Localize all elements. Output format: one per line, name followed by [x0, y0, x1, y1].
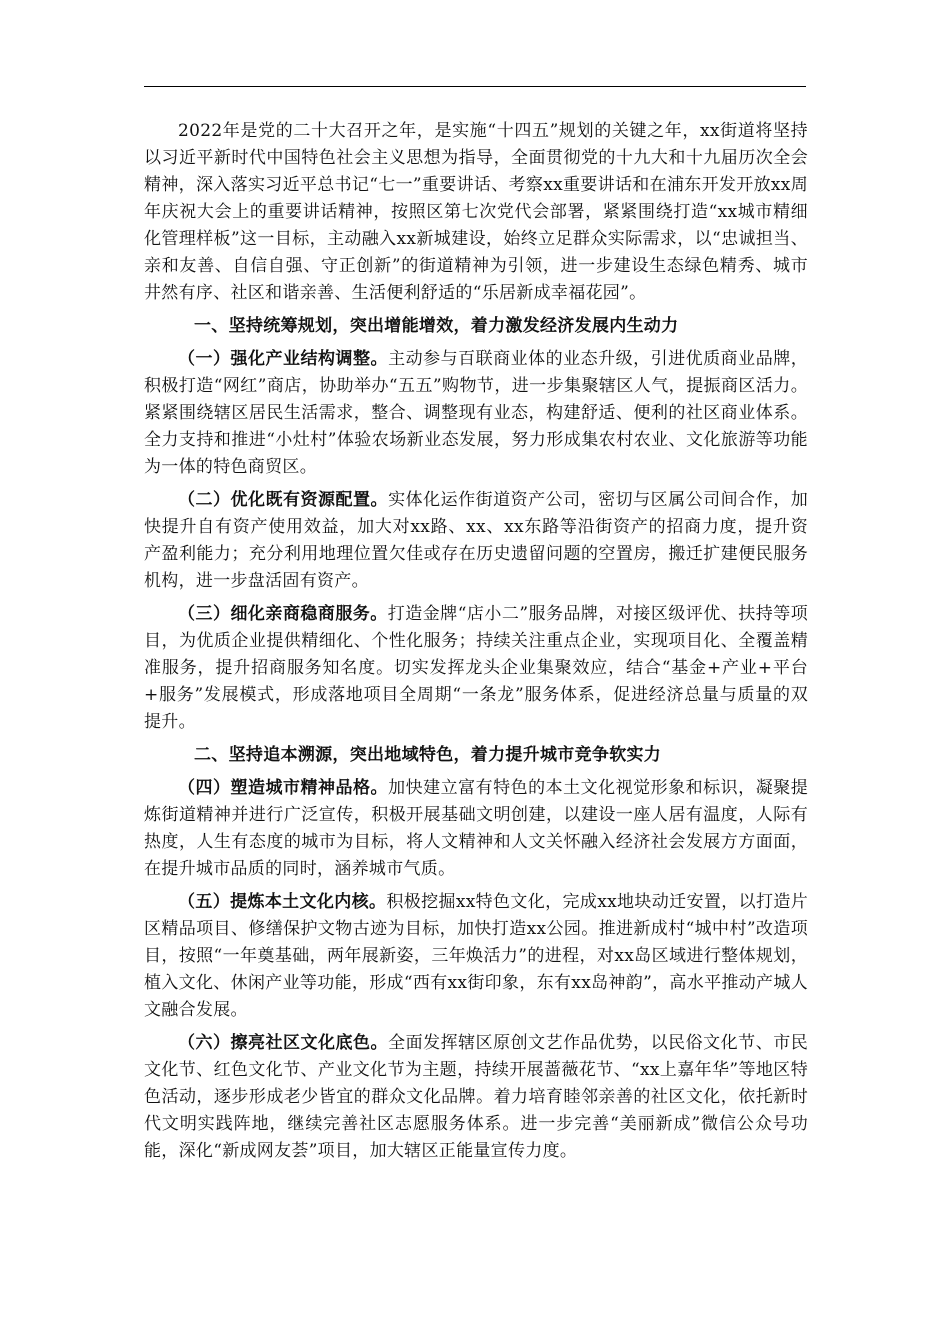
item-lead-4: （四）塑造城市精神品格。	[178, 778, 389, 798]
section-heading-1: 一、坚持统筹规划，突出增能增效，着力激发经济发展内生动力	[194, 316, 679, 336]
item-paragraph-2	[144, 487, 808, 595]
intro-paragraph: 2022年是党的二十大召开之年，是实施“十四五”规划的关键之年，xx街道将坚持以习近平新时代中国特色社会主义思想为指导，全面贯彻党的十九大和十九届历次全会精神，深入落实习近平总书记“七一”重要讲话、考察xx重要讲话和在浦东开发开放xx周年庆祝大会上的重要讲话精神，按照区第七次党代会部署，紧紧围绕打造“xx城市精细化管理样板”这一目标，主动融入xx新城建设，始终立足群众实际需求，以“忠诚担当、亲和友善、自信自强、守正创新”的街道精神为引领，进一步建设生态绿色精秀、城市井然有序、社区和谐亲善、生活便利舒适的“乐居新成幸福花园”。	[144, 121, 808, 303]
document-body	[144, 118, 808, 1171]
item-paragraph-1	[144, 346, 808, 481]
item-lead-2: （二）优化既有资源配置。	[178, 490, 389, 510]
item-paragraph-4	[144, 775, 808, 883]
item-lead-5: （五）提炼本土文化内核。	[178, 892, 387, 912]
item-lead-1: （一）强化产业结构调整。	[178, 349, 389, 369]
item-paragraph-3	[144, 601, 808, 736]
item-lead-6: （六）擦亮社区文化底色。	[178, 1033, 389, 1053]
item-body-4: 加快建立富有特色的本土文化视觉形象和标识，凝聚提炼街道精神并进行广泛宣传，积极开展基础文明创建，以建设一座人居有温度，人际有热度，人生有态度的城市为目标，将人文精神和人文关怀融入经济社会发展方方面面，在提升城市品质的同时，涵养城市气质。	[144, 778, 808, 879]
item-paragraph-6	[144, 1030, 808, 1165]
item-body-5: 积极挖掘xx特色文化，完成xx地块动迁安置，以打造片区精品项目、修缮保护文物古迹为目标，加快打造xx公园。推进新成村“城中村”改造项目，按照“一年奠基础，两年展新姿，三年焕活力”的进程，对xx岛区域进行整体规划，植入文化、休闲产业等功能，形成“西有xx街印象，东有xx岛神韵”，高水平推动产城人文融合发展。	[144, 892, 808, 1020]
item-paragraph-5	[144, 889, 808, 1024]
item-body-2: 实体化运作街道资产公司，密切与区属公司间合作，加快提升自有资产使用效益，加大对xx路、xx、xx东路等沿街资产的招商力度，提升资产盈利能力；充分利用地理位置欠佳或存在历史遗留问题的空置房，搬迁扩建便民服务机构，进一步盘活固有资产。	[144, 490, 808, 591]
item-body-3: 打造金牌“店小二”服务品牌，对接区级评优、扶持等项目，为优质企业提供精细化、个性化服务；持续关注重点企业，实现项目化、全覆盖精准服务，提升招商服务知名度。切实发挥龙头企业集聚效应，结合“基金+产业+平台+服务”发展模式，形成落地项目全周期“一条龙”服务体系，促进经济总量与质量的双提升。	[144, 604, 808, 732]
header-rule	[144, 86, 806, 87]
item-lead-3: （三）细化亲商稳商服务。	[178, 604, 388, 624]
item-body-6: 全面发挥辖区原创文艺作品优势，以民俗文化节、市民文化节、红色文化节、产业文化节为主题，持续开展蔷薇花节、“xx上嘉年华”等地区特色活动，逐步形成老少皆宜的群众文化品牌。着力培育睦邻亲善的社区文化，依托新时代文明实践阵地，继续完善社区志愿服务体系。进一步完善“美丽新成”微信公众号功能，深化“新成网友荟”项目，加大辖区正能量宣传力度。	[144, 1033, 808, 1161]
section-heading-2: 二、坚持追本溯源，突出地域特色，着力提升城市竞争软实力	[194, 745, 662, 765]
item-body-1: 主动参与百联商业体的业态升级，引进优质商业品牌，积极打造“网红”商店，协助举办“五五”购物节，进一步集聚辖区人气，提振商区活力。紧紧围绕辖区居民生活需求，整合、调整现有业态，构建舒适、便利的社区商业体系。全力支持和推进“小灶村”体验农场新业态发展，努力形成集农村农业、文化旅游等功能为一体的特色商贸区。	[144, 349, 808, 477]
